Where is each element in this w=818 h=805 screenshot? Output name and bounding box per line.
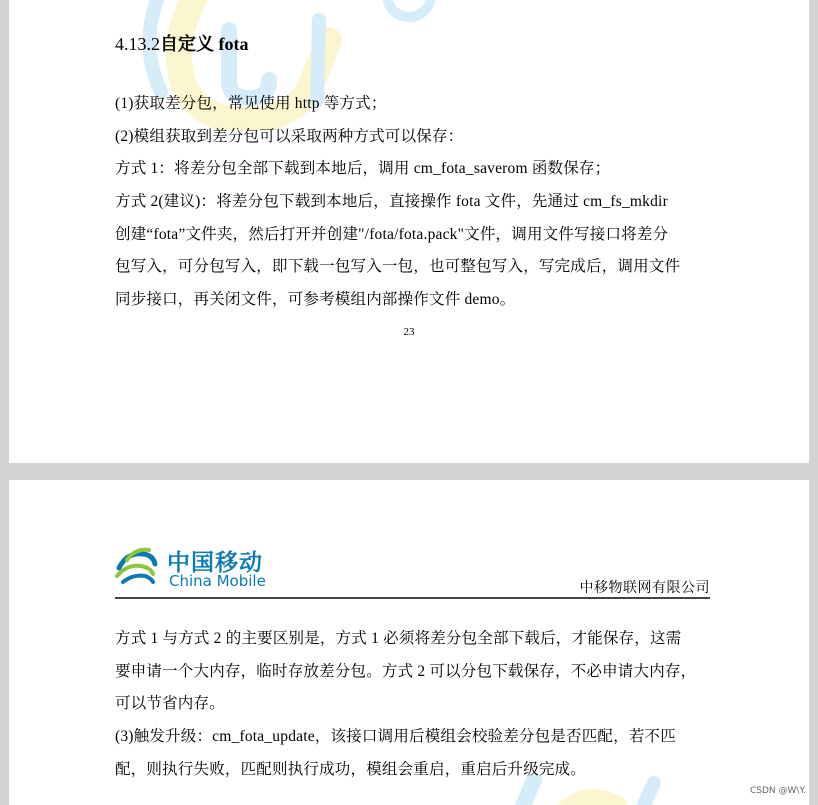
text-line: 同步接口，再关闭文件，可参考模组内部操作文件 demo。 <box>115 291 516 309</box>
text-line: 方式 2(建议)：将差分包下载到本地后，直接操作 fota 文件，先通过 cm_fs_mkdir <box>115 193 668 211</box>
brand-name-chinese: 中国移动 <box>167 550 263 576</box>
text-line: (3)触发升级：cm_fota_update，该接口调用后模组会校验差分包是否匹配，若不匹 <box>115 728 676 746</box>
text-line: 方式 1：将差分包全部下载到本地后，调用 cm_fota_saverom 函数保存； <box>115 160 611 178</box>
source-watermark: CSDN @W\Y. <box>750 786 806 796</box>
page2-body <box>115 623 715 786</box>
header-divider <box>115 597 710 599</box>
section-heading <box>115 32 249 56</box>
company-name: 中移物联网有限公司 <box>579 581 710 596</box>
page1-body <box>115 88 715 317</box>
text-line: 要申请一个大内存，临时存放差分包。方式 2 可以分包下载保存，不必申请大内存， <box>115 662 697 680</box>
text-line: (1)获取差分包，常见使用 http 等方式； <box>115 95 387 112</box>
section-title: 自定义 fota <box>160 34 249 54</box>
document-page-24 <box>9 480 809 805</box>
text-line: 包写入，可分包写入，即下载一包写入一包，也可整包写入，写完成后，调用文件 <box>115 258 681 276</box>
text-line: 创建“fota”文件夹，然后打开并创建"/fota/fota.pack"文件，调用文件写接口将差分 <box>115 225 669 243</box>
text-line: 可以节省内存。 <box>115 695 225 713</box>
section-number: 4.13.2 <box>115 34 160 54</box>
text-line: 配，则执行失败，匹配则执行成功，模组会重启，重启后升级完成。 <box>115 760 587 778</box>
document-page-23 <box>9 0 809 463</box>
page-number: 23 <box>403 326 415 338</box>
text-line: (2)模组获取到差分包可以采取两种方式可以保存： <box>115 127 464 145</box>
brand-name-english: China Mobile <box>169 572 266 590</box>
text-line: 方式 1 与方式 2 的主要区别是，方式 1 必须将差分包全部下载后，才能保存，这需 <box>115 630 682 647</box>
china-mobile-logo-icon <box>113 542 159 588</box>
